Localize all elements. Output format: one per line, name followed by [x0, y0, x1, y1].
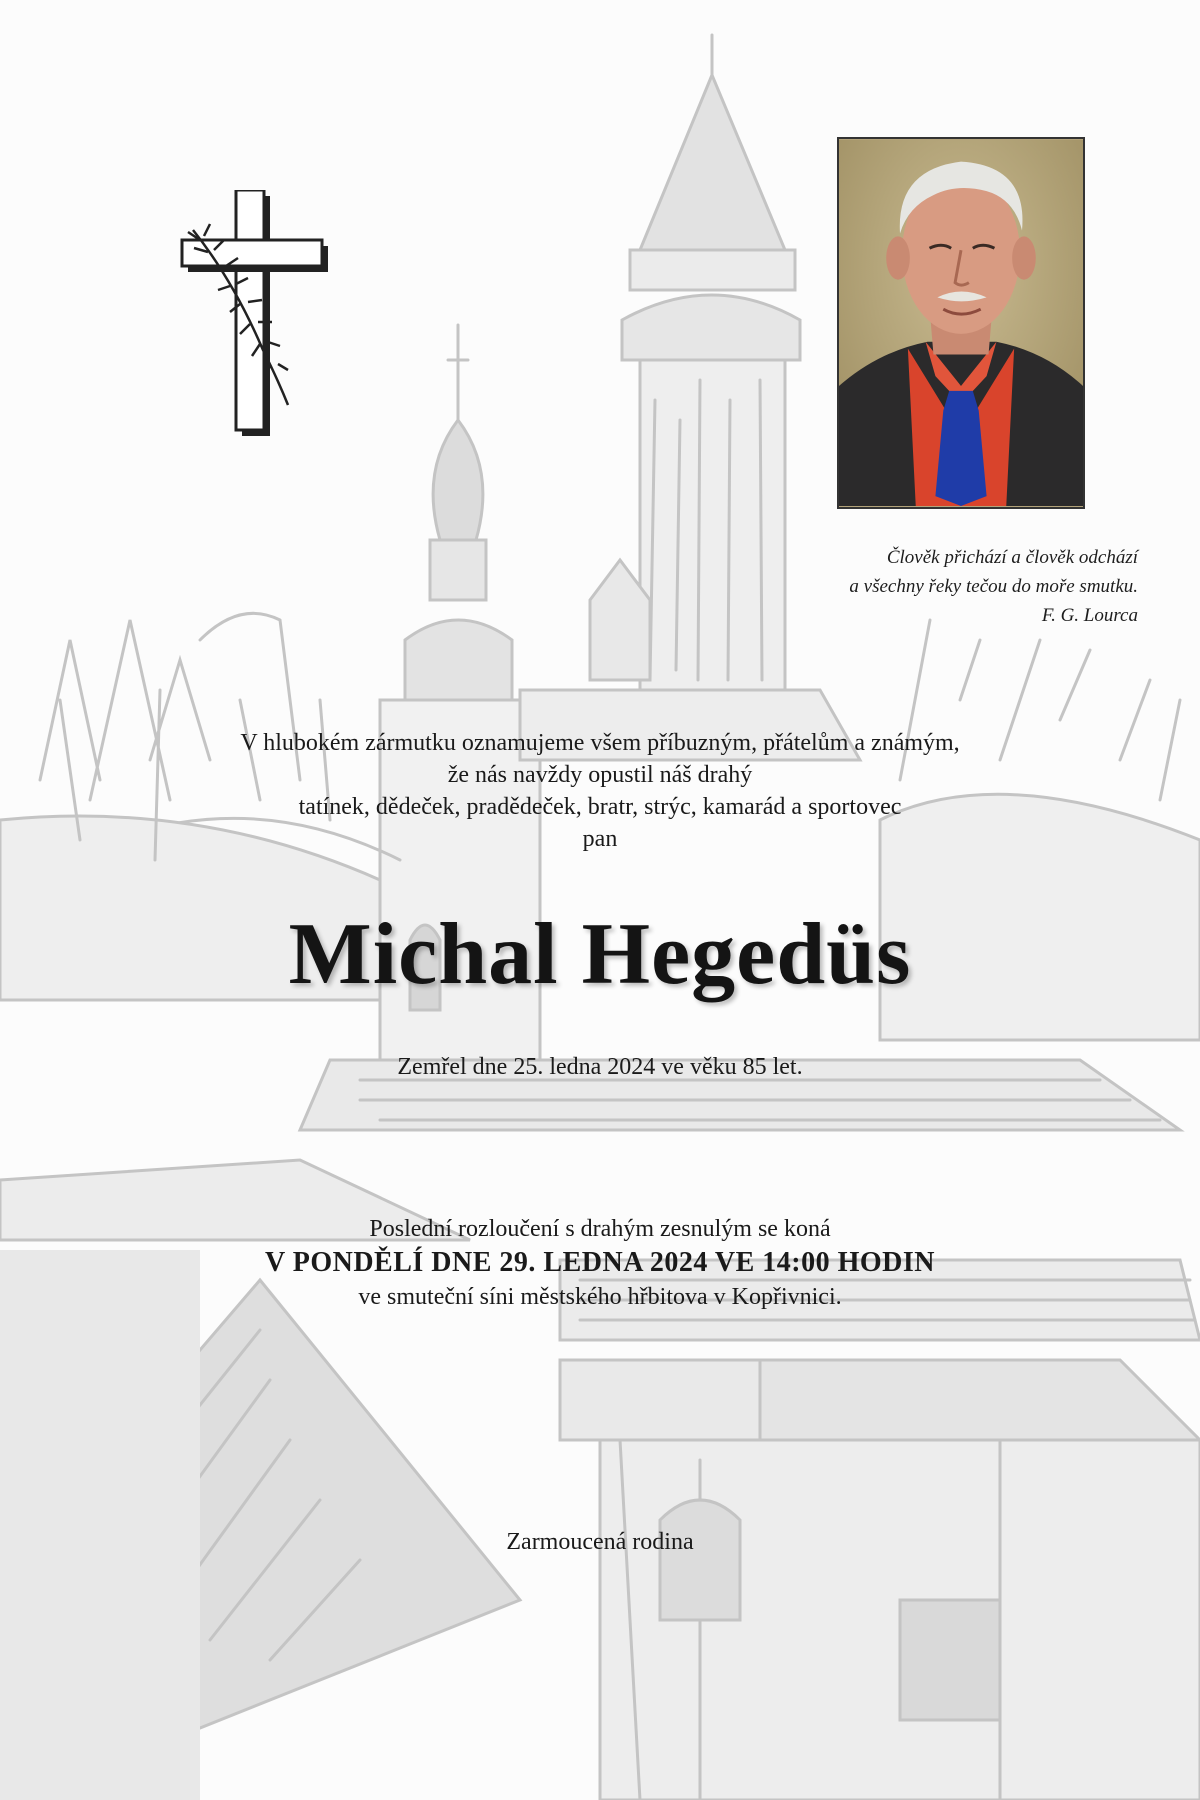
quote-line-2: a všechny řeky tečou do moře smutku.	[849, 576, 1138, 597]
cross-with-palm-icon	[178, 190, 338, 450]
farewell-place: ve smuteční síni městského hřbitova v Kopřivnici.	[358, 1284, 842, 1310]
farewell-date-time: V PONDĚLÍ DNE 29. LEDNA 2024 VE 14:00 HODIN	[265, 1247, 935, 1278]
announcement-text	[0, 727, 1200, 855]
quote-line-1: Člověk přichází a člověk odchází	[886, 547, 1138, 568]
announcement-line-1: V hlubokém zármutku oznamujeme všem příbuzným, přátelům a známým,	[240, 730, 960, 756]
announcement-line-2: že nás navždy opustil náš drahý	[447, 762, 753, 788]
deceased-name: Michal Hegedüs	[288, 906, 912, 1003]
portrait-photo	[837, 137, 1085, 509]
quote-author: F. G. Lourca	[1041, 605, 1138, 626]
farewell-line-1: Poslední rozloučení s drahým zesnulým se koná	[369, 1216, 831, 1242]
announcement-line-4: pan	[582, 826, 618, 852]
announcement-line-3: tatínek, dědeček, pradědeček, bratr, strýc, kamarád a sportovec	[298, 794, 902, 820]
family-signoff: Zarmoucená rodina	[506, 1529, 694, 1555]
death-date-line: Zemřel dne 25. ledna 2024 ve věku 85 let.	[397, 1054, 803, 1080]
memorial-quote	[740, 543, 1138, 630]
funeral-details	[0, 1212, 1200, 1314]
